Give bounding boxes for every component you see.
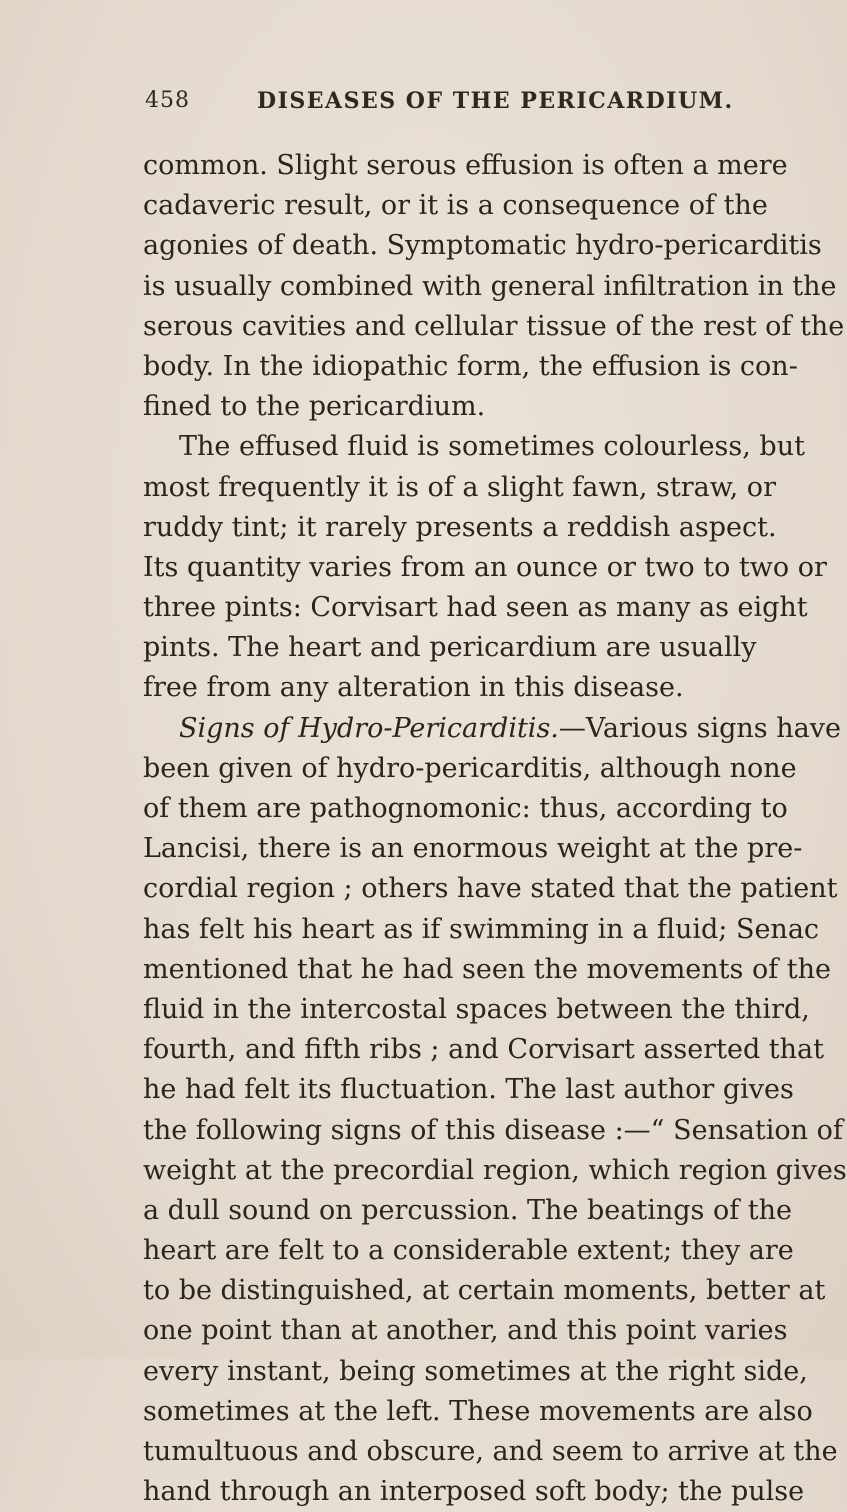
text-line: a dull sound on percussion. The beatings of the xyxy=(143,1194,792,1226)
heading-line-rest: —Various signs have xyxy=(558,712,841,744)
text-line: cadaveric result, or it is a consequence of the xyxy=(143,190,768,222)
text-line: free from any alteration in this disease. xyxy=(143,672,684,704)
text-line: the following signs of this disease :—“ Sensation of xyxy=(143,1114,843,1146)
text-line: pints. The heart and pericardium are usually xyxy=(143,632,757,664)
text-line: is usually combined with general infiltration in the xyxy=(143,270,837,302)
text-line: heart are felt to a considerable extent; they are xyxy=(143,1235,794,1267)
text-line: serous cavities and cellular tissue of the rest of the xyxy=(143,310,845,342)
text-line: Its quantity varies from an ounce or two to two or xyxy=(143,551,827,583)
text-line: ruddy tint; it rarely presents a reddish aspect. xyxy=(143,511,777,543)
text-line: The effused fluid is sometimes colourless, but xyxy=(179,431,805,463)
text-line: agonies of death. Symptomatic hydro-pericarditis xyxy=(143,230,822,262)
section-heading-line xyxy=(143,709,841,749)
text-line: weight at the precordial region, which region gives xyxy=(143,1154,847,1186)
running-head xyxy=(145,88,765,128)
text-line: he had felt its fluctuation. The last author gives xyxy=(143,1074,794,1106)
text-line: Lancisi, there is an enormous weight at the pre- xyxy=(143,833,803,865)
text-line: common. Slight serous effusion is often a mere xyxy=(143,150,788,181)
text-line: has felt his heart as if swimming in a fluid; Senac xyxy=(143,913,820,945)
text-line: three pints: Corvisart had seen as many as eight xyxy=(143,592,808,624)
text-line: sometimes at the left. These movements are also xyxy=(143,1395,813,1427)
text-line: fluid in the intercostal spaces between the third, xyxy=(143,993,810,1025)
page-number: 458 xyxy=(145,88,190,113)
text-line: most frequently it is of a slight fawn, straw, or xyxy=(143,471,776,503)
running-title: DISEASES OF THE PERICARDIUM. xyxy=(257,88,734,114)
text-line: tumultuous and obscure, and seem to arrive at the xyxy=(143,1436,838,1467)
section-heading: Signs of Hydro-Pericarditis. xyxy=(179,712,559,744)
text-line: fourth, and fifth ribs ; and Corvisart asserted that xyxy=(143,1034,824,1066)
text-line: of them are pathognomonic: thus, according to xyxy=(143,793,788,824)
text-line: mentioned that he had seen the movements of the xyxy=(143,953,831,985)
body-text xyxy=(143,146,847,1512)
text-line: every instant, being sometimes at the right side, xyxy=(143,1355,808,1387)
text-line: hand through an interposed soft body; the pulse xyxy=(143,1476,805,1508)
text-line: cordial region ; others have stated that the patient xyxy=(143,873,838,905)
text-line: body. In the idiopathic form, the effusion is con- xyxy=(143,350,798,382)
text-line: been given of hydro-pericarditis, although none xyxy=(143,752,797,784)
text-line: fined to the pericardium. xyxy=(143,391,486,423)
text-line: to be distinguished, at certain moments, better at xyxy=(143,1275,826,1307)
text-line: one point than at another, and this point varies xyxy=(143,1315,788,1347)
